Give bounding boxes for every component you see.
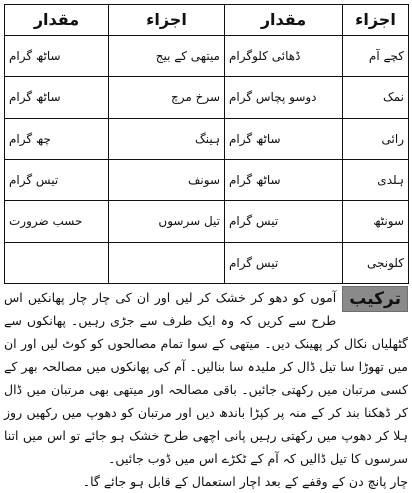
ingredient-name: میتھی کے بیج	[109, 36, 225, 77]
method-paragraph: چار پانچ دن کے وقفے کے بعد اچار استعمال کے قابل ہو جائے گا۔	[82, 474, 408, 489]
ingredient-quantity: ساٹھ گرام	[5, 77, 109, 118]
ingredient-quantity: ساٹھ گرام	[225, 118, 343, 159]
table-row	[5, 159, 409, 200]
header-quantity: مقدار	[5, 5, 109, 36]
ingredient-name: کلونجی	[343, 242, 409, 283]
ingredient-quantity: تیس گرام	[225, 242, 343, 283]
ingredient-quantity: تیس گرام	[225, 201, 343, 242]
ingredient-quantity: ساٹھ گرام	[225, 159, 343, 200]
method-paragraph: آموں کو دھو کر خشک کر لیں اور ان کی چار چار پھانکیں اس طرح سے کریں کہ وہ ایک طرف سے جڑی رہیں۔ پھانکوں سے گٹھلیاں نکال کر پھینک دیں۔ میتھی کے سوا تمام مصالحوں کو کوٹ لیں اور ان میں تھوڑا سا تیل ڈال کر ملیدہ سا بنالیں۔ آم کی پھانکوں میں مصالحہ بھر کے کسی مرتبان میں رکھتی جائیں۔ باقی مصالحہ اور میتھی بھی مرتبان میں ڈال کر ڈھکنا بند کر کے منہ پر کپڑا باندھ دیں اور مرتبان کو دھوپ میں رکھیں روز ہلا کر دھوپ میں رکھتی رہیں پانی اچھی طرح خشک ہو جائے تو اس میں اتنا سرسوں کا تیل ڈالیں کہ آم کے ٹکڑے اس میں ڈوب جائیں۔	[4, 290, 408, 466]
method-label: ترکیب	[342, 286, 408, 312]
ingredient-quantity: چھ گرام	[5, 118, 109, 159]
table-row	[5, 36, 409, 77]
header-ingredients: اجزاء	[109, 5, 225, 36]
header-quantity: مقدار	[225, 5, 343, 36]
ingredient-name: سونف	[109, 159, 225, 200]
ingredient-name: سرخ مرچ	[109, 77, 225, 118]
ingredient-quantity: تیس گرام	[5, 159, 109, 200]
ingredient-name	[109, 242, 225, 283]
ingredient-name: رائی	[343, 118, 409, 159]
ingredient-name: ہلدی	[343, 159, 409, 200]
ingredient-name: ہینگ	[109, 118, 225, 159]
ingredient-quantity: ساٹھ گرام	[5, 36, 109, 77]
ingredient-name: سونٹھ	[343, 201, 409, 242]
ingredient-name: نمک	[343, 77, 409, 118]
ingredient-quantity	[5, 242, 109, 283]
ingredient-quantity: حسب ضرورت	[5, 201, 109, 242]
table-row	[5, 201, 409, 242]
ingredient-quantity: دوسو پچاس گرام	[225, 77, 343, 118]
ingredient-name: تیل سرسوں	[109, 201, 225, 242]
table-row	[5, 118, 409, 159]
header-ingredients: اجزاء	[343, 5, 409, 36]
ingredient-quantity: ڈھائی کلوگرام	[225, 36, 343, 77]
method-section	[4, 286, 408, 489]
table-row	[5, 242, 409, 283]
table-header-row	[5, 5, 409, 36]
ingredients-table	[4, 4, 409, 284]
ingredient-name: کچے آم	[343, 36, 409, 77]
table-row	[5, 77, 409, 118]
